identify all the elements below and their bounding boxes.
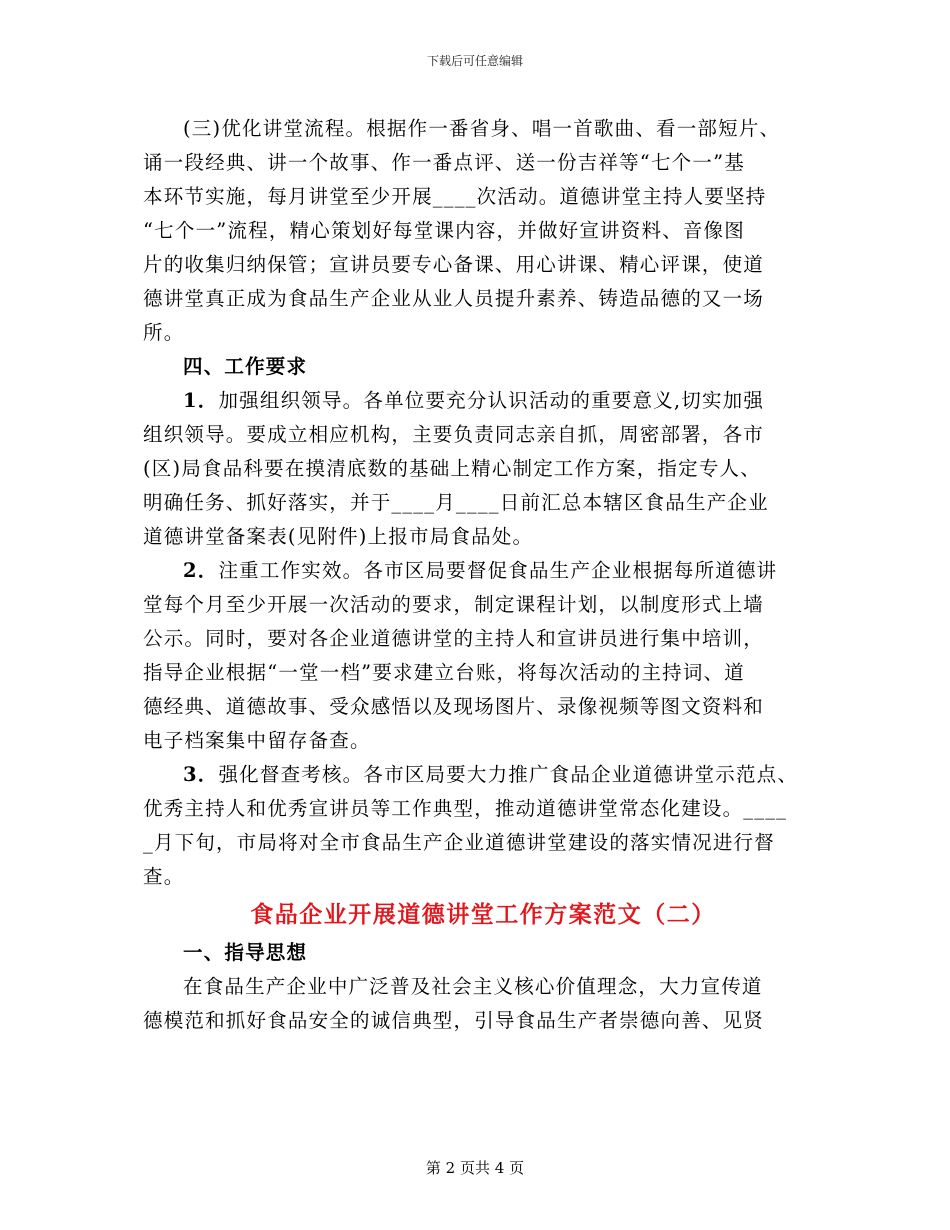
paragraph-line: 片的收集归纳保管；宣讲员要专心备课、用心讲课、精心评课，使道 [143,253,765,276]
paragraph-line: 本环节实施，每月讲堂至少开展____次活动。道德讲堂主持人要坚持 [143,185,767,208]
paragraph-line: 电子档案集中留存备查。 [143,729,371,752]
list-item-number: 1． [183,389,219,412]
paragraph-line: 明确任务、抓好落实，并于____月____日前汇总本辖区食品生产企业 [143,491,769,514]
document-body [143,112,813,1038]
paragraph-line: 指导企业根据“一堂一档”要求建立台账，将每次活动的主持词、道 [143,661,745,684]
list-item-first-line [143,758,813,792]
paragraph-line: 诵一段经典、讲一个故事、作一番点评、送一份吉祥等“七个一”基 [143,151,745,174]
section-heading: 一、指导思想 [183,941,308,964]
list-item-first-line [143,554,813,588]
list-item-number: 2． [183,559,219,582]
paragraph-line: 所。 [143,321,185,344]
paragraph-line: 在食品生产企业中广泛普及社会主义核心价值理念，大力宣传道 [183,975,763,998]
paragraph-line: _月下旬，市局将对全市食品生产企业道德讲堂建设的落实情况进行督 [143,831,775,854]
page-footer: 第 2 页共 4 页 [425,1159,525,1177]
list-item-text: 强化督查考核。各市区局要大力推广食品企业道德讲堂示范点、 [218,763,799,786]
list-item-number: 3． [183,763,219,786]
paragraph-line: “七个一”流程，精心策划好每堂课内容，并做好宣讲资料、音像图 [143,219,745,242]
paragraph-line: 德经典、道德故事、受众感悟以及现场图片、录像视频等图文资料和 [143,695,765,718]
list-item-first-line [143,384,813,418]
paragraph-line: 德模范和抓好食品安全的诚信典型，引导食品生产者崇德向善、见贤 [143,1009,765,1032]
page-header: 下载后可任意编辑 [426,54,523,68]
paragraph-line: 查。 [143,865,185,888]
list-item-text: 加强组织领导。各单位要充分认识活动的重要意义,切实加强 [218,389,765,412]
paragraph-line: 公示。同时，要对各企业道德讲堂的主持人和宣讲员进行集中培训， [143,627,765,650]
paragraph-line: 优秀主持人和优秀宣讲员等工作典型，推动道德讲堂常态化建设。____ [143,797,788,820]
paragraph-line: 组织领导。要成立相应机构，主要负责同志亲自抓，周密部署，各市 [143,423,765,446]
paragraph-line: (三)优化讲堂流程。根据作一番省身、唱一首歌曲、看一部短片、 [183,117,781,140]
paragraph-line: 道德讲堂备案表(见附件)上报市局食品处。 [143,525,534,548]
paragraph-line: 德讲堂真正成为食品生产企业从业人员提升素养、铸造品德的又一场 [143,287,765,310]
paragraph-line: (区)局食品科要在摸清底数的基础上精心制定工作方案，指定专人、 [143,457,761,480]
document-title: 食品企业开展道德讲堂工作方案范文（二） [250,901,716,928]
section-heading: 四、工作要求 [183,355,308,378]
list-item-text: 注重工作实效。各市区局要督促食品生产企业根据每所道德讲 [218,559,778,582]
paragraph-line: 堂每个月至少开展一次活动的要求，制定课程计划，以制度形式上墙 [143,593,765,616]
